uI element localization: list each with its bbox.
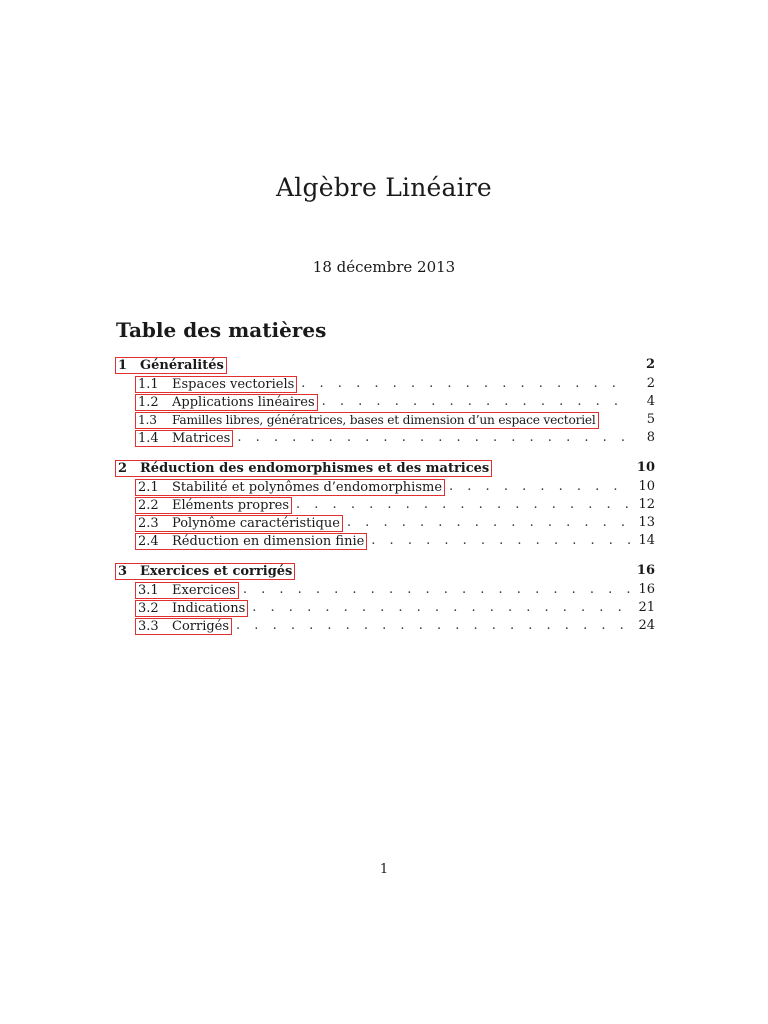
subsection-title: Espaces vectoriels <box>172 376 295 392</box>
subsection-page: 21 <box>638 600 655 615</box>
toc-section-row <box>115 561 655 581</box>
document-title: Algèbre Linéaire <box>276 173 492 202</box>
toc-subsection-row <box>115 478 655 496</box>
subsection-title: Indications <box>172 600 246 616</box>
leader-dots <box>343 514 631 532</box>
leader-dots <box>233 429 631 447</box>
toc-section <box>115 458 655 550</box>
subsection-page: 14 <box>638 533 655 548</box>
toc-section-link[interactable] <box>115 460 492 477</box>
subsection-number: 1.4 <box>138 430 159 446</box>
section-title: Généralités <box>140 357 224 373</box>
subsection-number: 2.4 <box>138 533 159 549</box>
toc-subsection-row <box>115 617 655 635</box>
subsection-number: 1.2 <box>138 394 159 410</box>
toc-section <box>115 561 655 635</box>
toc-subsection-link[interactable] <box>135 376 297 393</box>
toc-subsection-row <box>115 496 655 514</box>
page-number: 1 <box>379 862 389 877</box>
subsection-page: 24 <box>638 618 655 633</box>
leader-dots <box>367 532 631 550</box>
section-page: 2 <box>645 357 655 372</box>
toc-subsection-link[interactable] <box>135 497 292 514</box>
leader-dots <box>248 599 631 617</box>
leader-dots <box>292 496 631 514</box>
toc-subsection-link[interactable] <box>135 533 367 550</box>
toc-section <box>115 355 655 447</box>
section-number: 3 <box>118 563 128 579</box>
toc-subsection-link[interactable] <box>135 582 239 599</box>
toc-subsection-link[interactable] <box>135 515 343 532</box>
toc-subsection-row <box>115 532 655 550</box>
leader-dots <box>232 617 631 635</box>
toc-subsection-link[interactable] <box>135 618 232 635</box>
subsection-title: Eléments propres <box>172 497 290 513</box>
toc-heading: Table des matières <box>116 318 327 342</box>
subsection-title: Matrices <box>172 430 231 446</box>
subsection-number: 3.1 <box>138 582 159 598</box>
subsection-number: 2.1 <box>138 479 159 495</box>
leader-dots <box>297 375 631 393</box>
subsection-title: Exercices <box>172 582 236 598</box>
subsection-number: 2.2 <box>138 497 159 513</box>
subsection-page: 4 <box>646 394 655 409</box>
toc-section-link[interactable] <box>115 563 295 580</box>
toc-subsection-row <box>115 514 655 532</box>
section-number: 2 <box>118 460 128 476</box>
table-of-contents <box>115 355 655 646</box>
subsection-page: 12 <box>638 497 655 512</box>
document-date: 18 décembre 2013 <box>312 258 456 276</box>
toc-subsection-row <box>115 375 655 393</box>
subsection-page: 16 <box>638 582 655 597</box>
toc-subsection-link[interactable] <box>135 430 233 447</box>
subsection-title: Corrigés <box>172 618 230 634</box>
subsection-title: Polynôme caractéristique <box>172 515 340 531</box>
toc-section-row <box>115 458 655 478</box>
subsection-number: 2.3 <box>138 515 159 531</box>
toc-section-link[interactable] <box>115 357 227 374</box>
toc-section-row <box>115 355 655 375</box>
subsection-number: 1.1 <box>138 376 159 392</box>
section-title: Réduction des endomorphismes et des matrices <box>140 460 490 476</box>
section-number: 1 <box>118 357 128 373</box>
leader-dots <box>239 581 631 599</box>
section-page: 10 <box>636 460 655 475</box>
subsection-page: 13 <box>638 515 655 530</box>
toc-subsection-row <box>115 393 655 411</box>
toc-subsection-row <box>115 581 655 599</box>
subsection-page: 10 <box>638 479 655 494</box>
subsection-title: Stabilité et polynômes d’endomorphisme <box>172 479 443 495</box>
subsection-page: 5 <box>646 412 655 427</box>
leader-dots <box>318 393 631 411</box>
leader-dots <box>445 478 631 496</box>
toc-subsection-row <box>115 429 655 447</box>
toc-subsection-link[interactable] <box>135 600 248 617</box>
subsection-number: 1.3 <box>138 412 157 427</box>
subsection-title: Applications linéaires <box>172 394 315 410</box>
toc-subsection-row <box>115 599 655 617</box>
section-page: 16 <box>636 563 655 578</box>
subsection-title: Réduction en dimension finie <box>172 533 365 549</box>
toc-subsection-link[interactable] <box>135 479 445 496</box>
subsection-number: 3.3 <box>138 618 159 634</box>
subsection-number: 3.2 <box>138 600 159 616</box>
subsection-title: Familles libres, génératrices, bases et dimension d’un espace vectoriel <box>172 412 596 427</box>
subsection-page: 2 <box>646 376 655 391</box>
toc-subsection-row <box>115 411 655 429</box>
subsection-page: 8 <box>646 430 655 445</box>
toc-subsection-link[interactable] <box>135 394 318 411</box>
section-title: Exercices et corrigés <box>140 563 293 579</box>
toc-subsection-link[interactable] <box>135 412 599 429</box>
